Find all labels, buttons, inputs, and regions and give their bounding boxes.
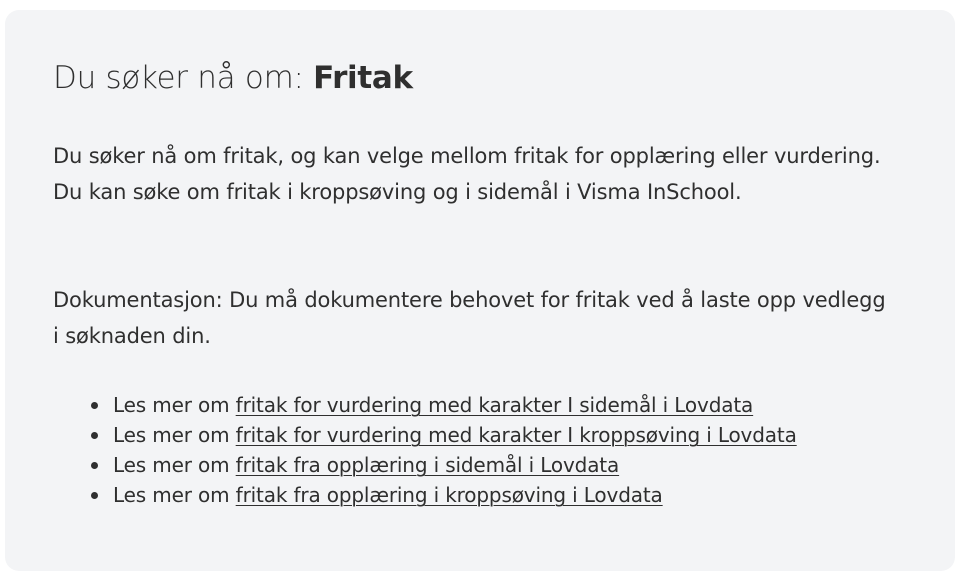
title-application-type: Fritak: [313, 60, 413, 96]
lovdata-link-opplaering-sidemal[interactable]: fritak fra opplæring i sidemål i Lovdata: [235, 453, 620, 477]
title-prefix: Du søker nå om:: [53, 60, 314, 96]
bullet-icon: [91, 402, 98, 409]
link-prefix: Les mer om: [113, 393, 236, 417]
documentation-text: Dokumentasjon: Du må dokumentere behovet for fritak ved å laste opp vedlegg i søknaden din.: [53, 288, 886, 348]
list-item: [113, 420, 797, 450]
lovdata-link-vurdering-sidemal[interactable]: fritak for vurdering med karakter I sidemål i Lovdata: [235, 393, 754, 417]
bullet-icon: [91, 492, 98, 499]
list-item: [113, 480, 797, 510]
lovdata-link-vurdering-kroppsoving[interactable]: fritak for vurdering med karakter I kroppsøving i Lovdata: [235, 423, 797, 447]
intro-text: Du søker nå om fritak, og kan velge mellom fritak for opplæring eller vurdering. Du kan søke om fritak i kroppsøving og i sidemål i Visma InSchool.: [53, 144, 881, 204]
link-prefix: Les mer om: [113, 423, 236, 447]
lovdata-link-list: [53, 390, 797, 510]
info-card: [5, 10, 955, 571]
bullet-icon: [91, 462, 98, 469]
link-prefix: Les mer om: [113, 453, 236, 477]
list-item: [113, 390, 797, 420]
page-title: [53, 60, 413, 96]
lovdata-link-opplaering-kroppsoving[interactable]: fritak fra opplæring i kroppsøving i Lovdata: [235, 483, 663, 507]
list-item: [113, 450, 797, 480]
link-prefix: Les mer om: [113, 483, 236, 507]
bullet-icon: [91, 432, 98, 439]
